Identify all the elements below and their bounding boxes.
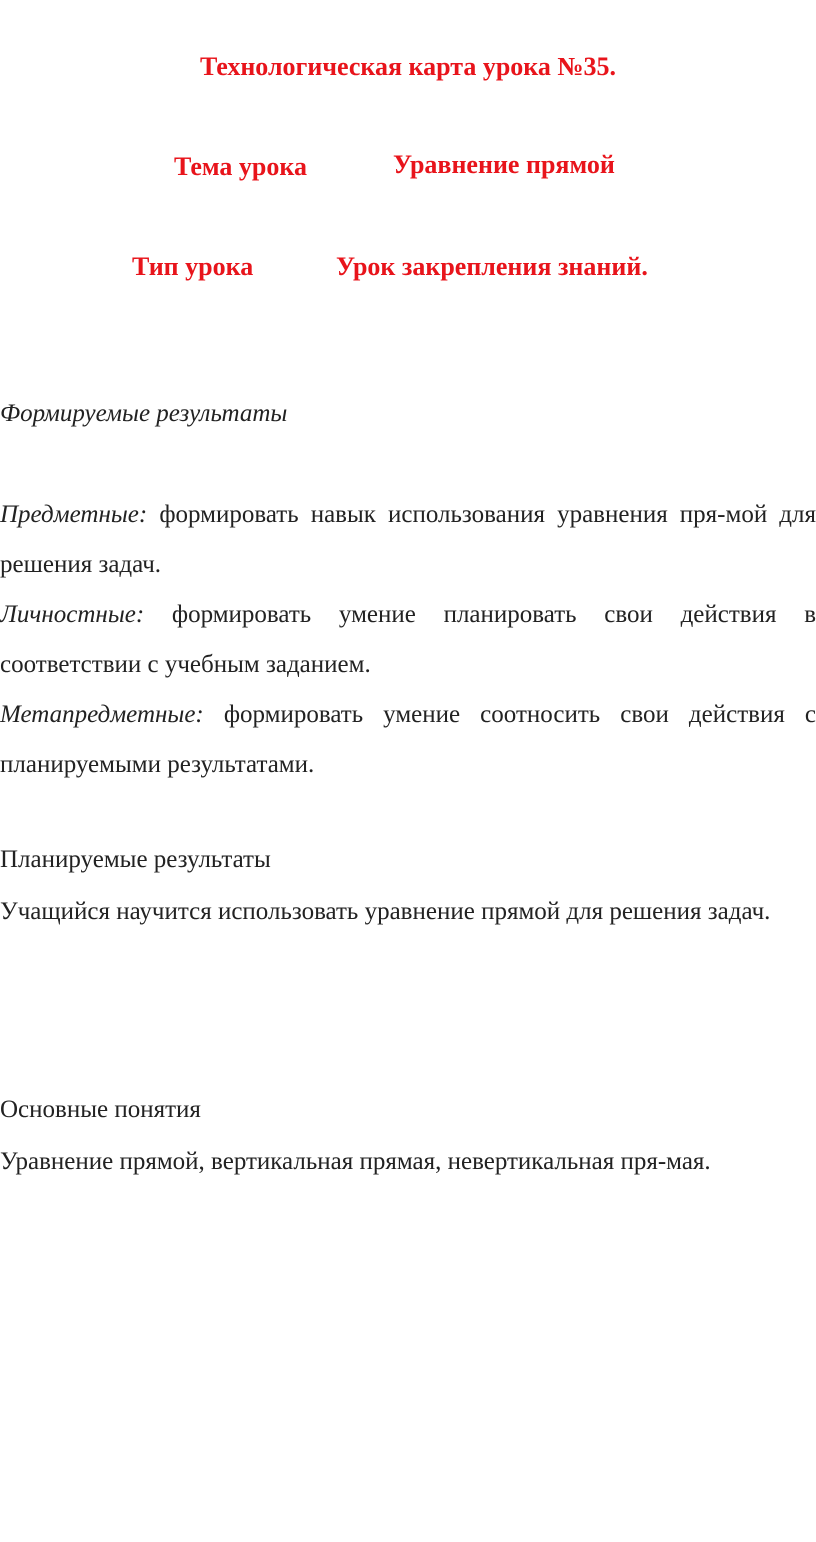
subject-results-text: формировать навык использования уравнения пря-мой для решения задач. bbox=[0, 501, 816, 578]
topic-value: Уравнение прямой bbox=[393, 150, 615, 179]
subject-results-label: Предметные: bbox=[0, 501, 148, 528]
page-title: Технологическая карта урока №35. bbox=[199, 52, 617, 81]
personal-results bbox=[0, 590, 816, 690]
concepts-heading: Основные понятия bbox=[0, 1096, 201, 1123]
meta-results-text: формировать умение соотносить свои действия с планируемыми результатами. bbox=[0, 701, 816, 778]
subject-results bbox=[0, 490, 816, 590]
planned-text: Учащийся научится использовать уравнение прямой для решения задач. bbox=[0, 898, 771, 925]
planned-heading: Планируемые результаты bbox=[0, 846, 271, 873]
lesson-type-label: Тип урока bbox=[132, 252, 254, 281]
concepts-text: Уравнение прямой, вертикальная прямая, невертикальная пря-мая. bbox=[0, 1148, 711, 1175]
results-heading: Формируемые результаты bbox=[0, 400, 288, 427]
topic-label: Тема урока bbox=[174, 152, 307, 181]
lesson-type-value: Урок закрепления знаний. bbox=[336, 252, 648, 281]
personal-results-label: Личностные: bbox=[0, 601, 145, 628]
personal-results-text: формировать умение планировать свои действия в соответствии с учебным заданием. bbox=[0, 601, 816, 678]
meta-results bbox=[0, 690, 816, 790]
meta-results-label: Метапредметные: bbox=[0, 701, 204, 728]
